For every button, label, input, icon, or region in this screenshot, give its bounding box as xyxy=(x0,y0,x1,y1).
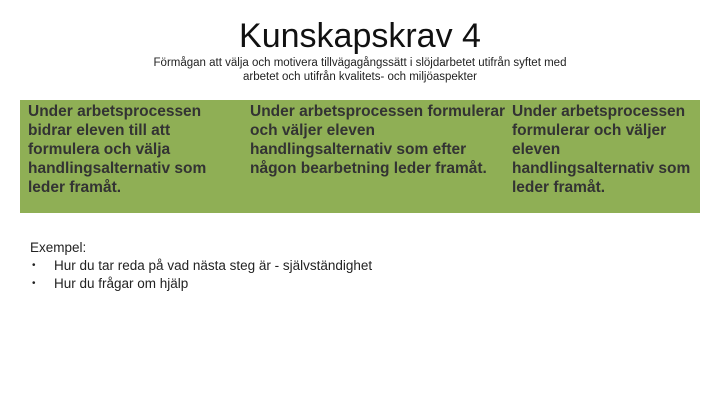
list-item xyxy=(30,275,372,293)
criteria-level-1: Under arbetsprocessen bidrar eleven till att formulera och välja handlingsalternativ som leder framåt. xyxy=(28,103,207,196)
example-list xyxy=(30,257,372,293)
example-heading: Exempel: xyxy=(30,240,87,255)
list-item-text: Hur du tar reda på vad nästa steg är - självständighet xyxy=(54,258,373,273)
list-item xyxy=(30,257,372,275)
example-block xyxy=(30,239,372,293)
criteria-level-3: Under arbetsprocessen formulerar och väljer eleven handlingsalternativ som leder framåt. xyxy=(512,103,691,196)
bullet-icon: • xyxy=(32,278,36,289)
list-item-text: Hur du frågar om hjälp xyxy=(54,276,189,291)
slide-subtitle: Förmågan att välja och motivera tillvägagångssätt i slöjdarbetet utifrån syftet med arbetet och utifrån kvalitets- och miljöaspekter xyxy=(153,57,567,83)
bullet-icon: • xyxy=(32,260,36,271)
criteria-level-2: Under arbetsprocessen formulerar och väljer eleven handlingsalternativ som efter någon bearbetning leder framåt. xyxy=(250,103,505,177)
slide-title: Kunskapskrav 4 xyxy=(239,17,481,55)
criteria-band xyxy=(20,100,700,213)
